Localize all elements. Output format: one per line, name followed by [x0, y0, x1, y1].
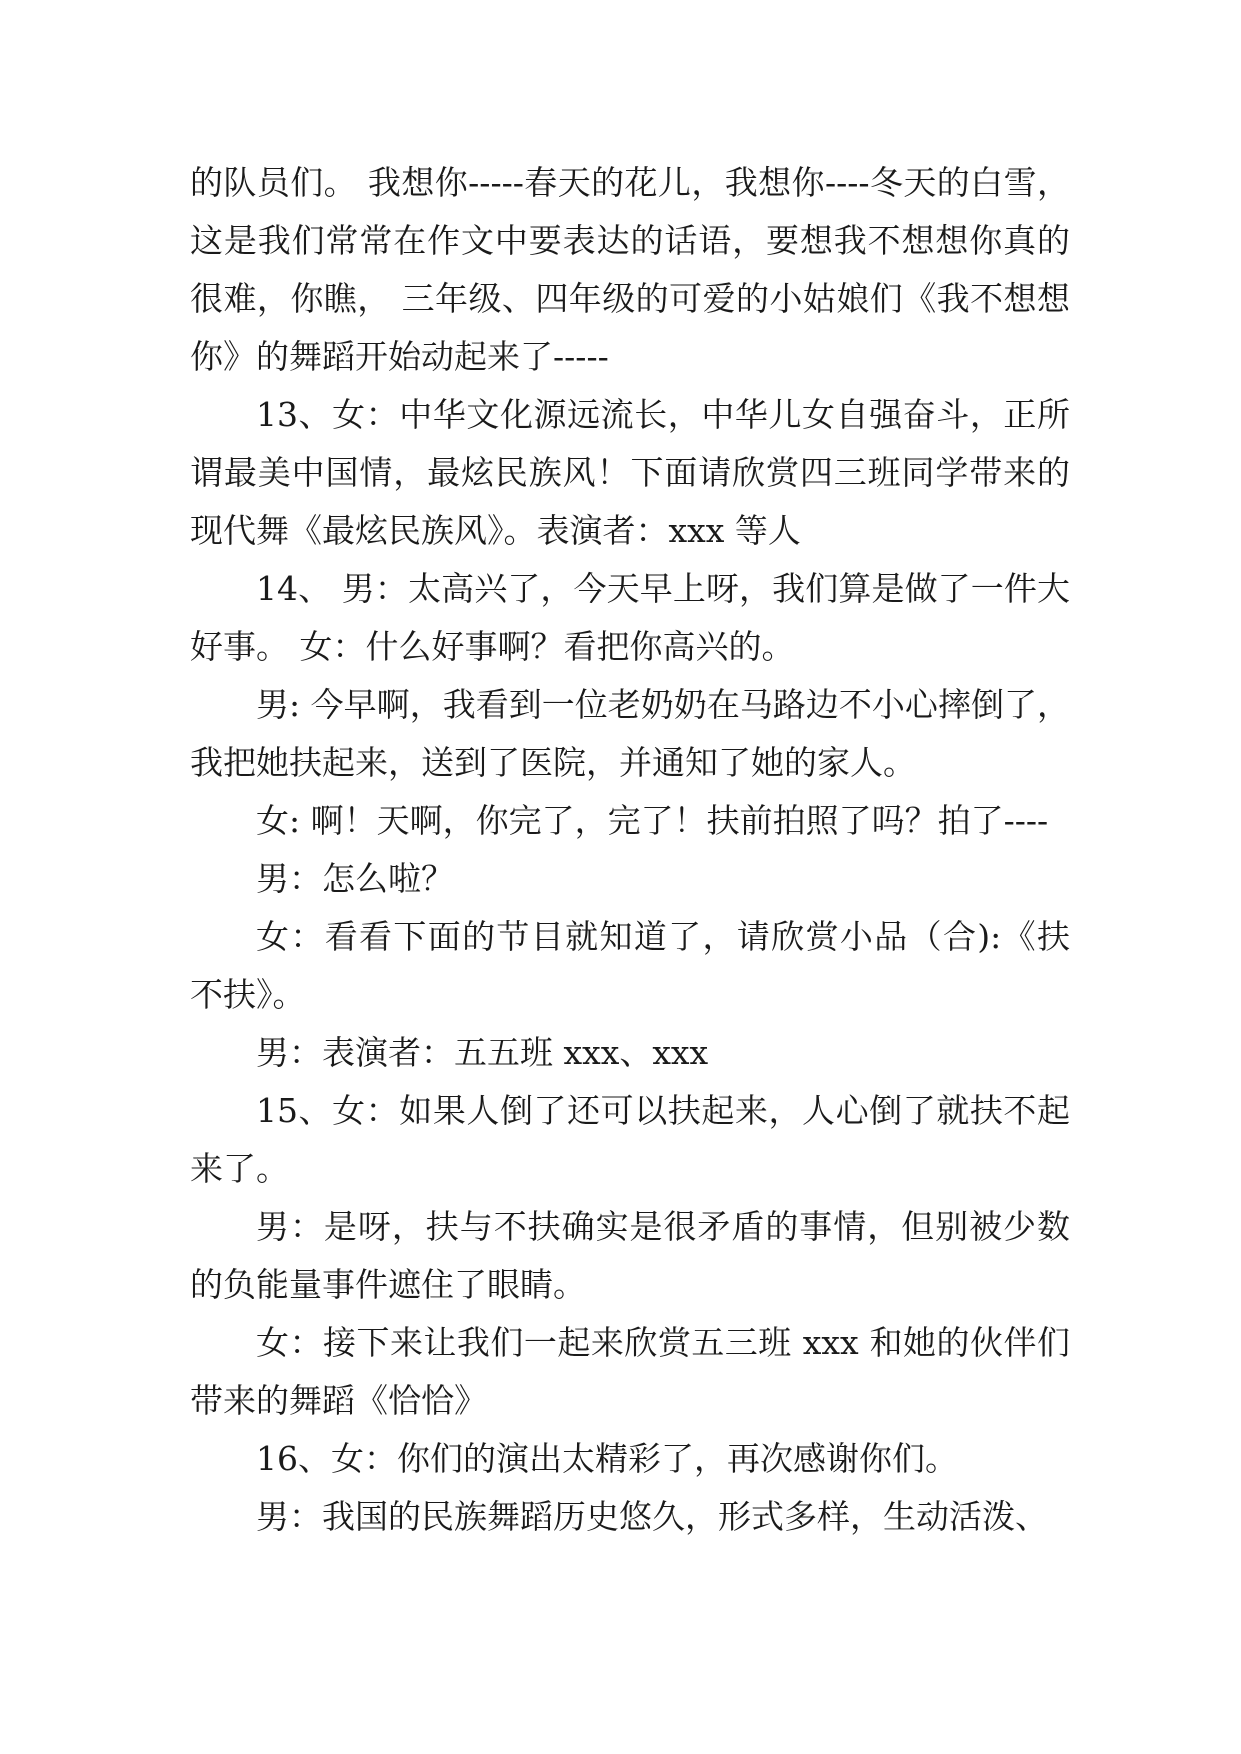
- paragraph-13: 男：我国的民族舞蹈历史悠久，形式多样，生动活泼、: [256, 1497, 1048, 1536]
- paragraph-7: 女：看看下面的节目就知道了，请欣赏小品（合):《扶不扶》。: [190, 917, 1070, 1014]
- paragraph-9: 15、女：如果人倒了还可以扶起来，人心倒了就扶不起来了。: [190, 1091, 1070, 1188]
- paragraph-8: 男：表演者：五五班 xxx、xxx: [256, 1033, 709, 1072]
- paragraph-11: 女：接下来让我们一起来欣赏五三班 xxx 和她的伙伴们带来的舞蹈《恰恰》: [190, 1323, 1070, 1420]
- paragraph-10: 男：是呀，扶与不扶确实是很矛盾的事情，但别被少数的负能量事件遮住了眼睛。: [190, 1207, 1070, 1304]
- document-body: [190, 154, 1070, 1546]
- paragraph-5: 女: 啊！天啊，你完了，完了！扶前拍照了吗？拍了----: [256, 801, 1049, 840]
- paragraph-1: 的队员们。 我想你-----春天的花儿，我想你----冬天的白雪，这是我们常常在作文中要表达的话语，要想我不想想你真的很难，你瞧， 三年级、四年级的可爱的小姑娘们《我不想想你》的舞蹈开始动起来了-----: [190, 163, 1070, 376]
- paragraph-4: 男: 今早啊，我看到一位老奶奶在马路边不小心摔倒了，我把她扶起来，送到了医院，并通知了她的家人。: [190, 685, 1070, 782]
- paragraph-12: 16、女：你们的演出太精彩了，再次感谢你们。: [256, 1439, 958, 1478]
- paragraph-3: 14、 男：太高兴了，今天早上呀，我们算是做了一件大好事。 女：什么好事啊？看把你高兴的。: [190, 569, 1070, 666]
- paragraph-6: 男：怎么啦？: [256, 859, 454, 898]
- paragraph-2: 13、女：中华文化源远流长，中华儿女自强奋斗，正所谓最美中国情，最炫民族风！下面请欣赏四三班同学带来的现代舞《最炫民族风》。表演者：xxx 等人: [190, 395, 1070, 550]
